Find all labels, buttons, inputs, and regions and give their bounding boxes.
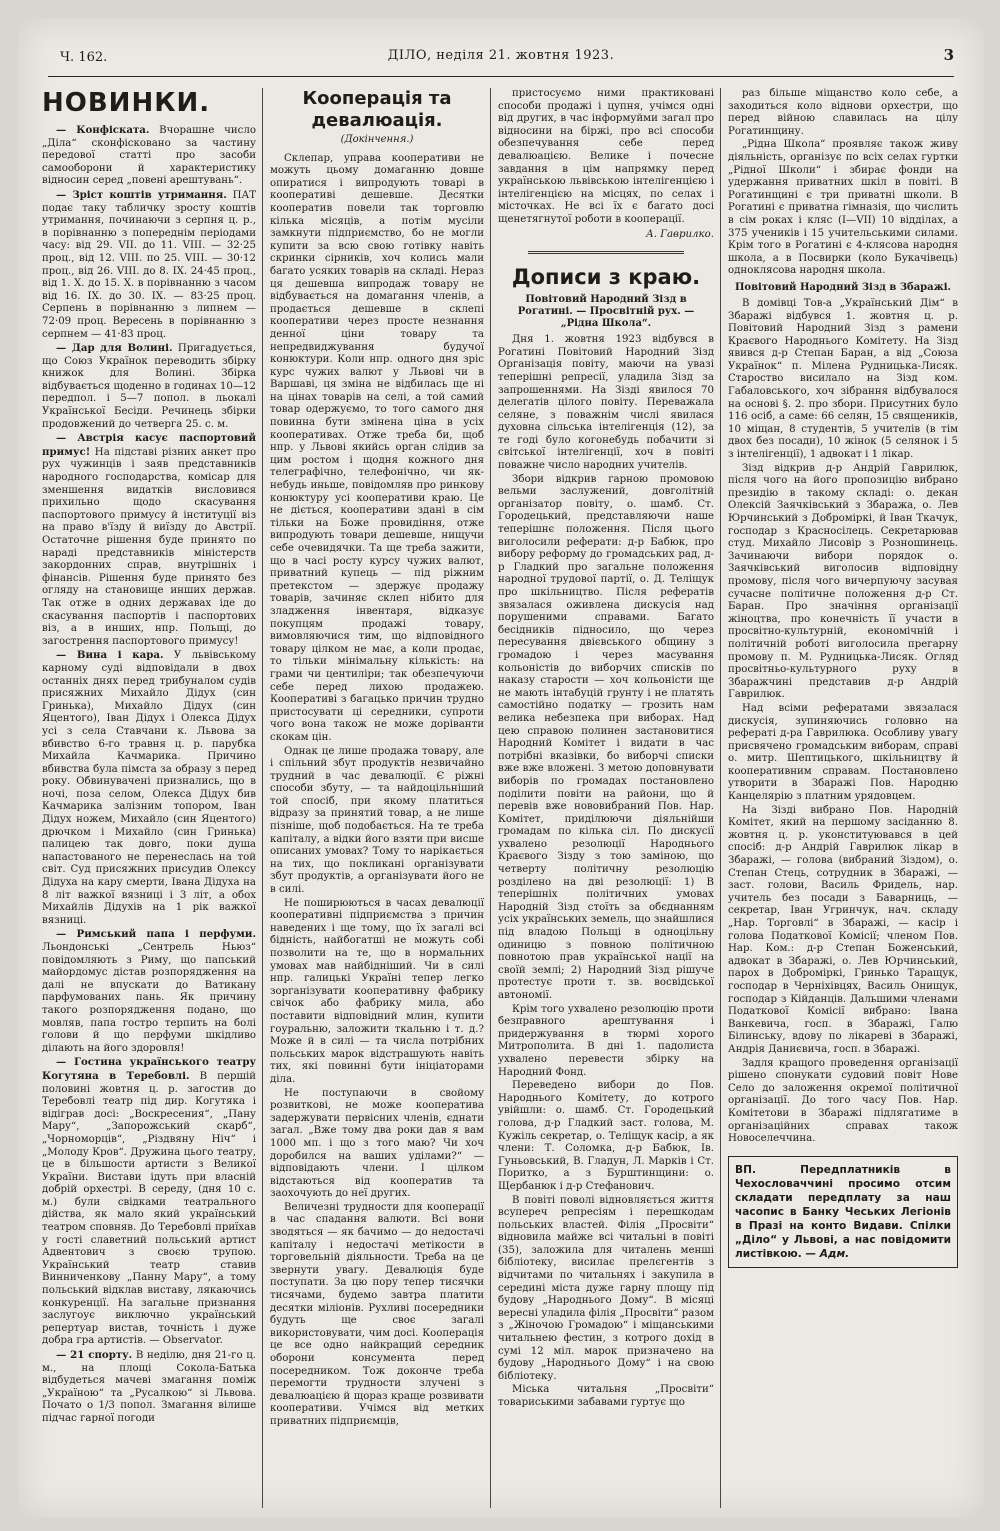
item-lead: — Конфіската.: [56, 124, 150, 136]
report-body-zbarazh: [728, 298, 958, 1146]
paragraph: [42, 342, 256, 431]
item-lead: — Дар для Волині.: [56, 342, 173, 355]
column-divider: [262, 88, 263, 1508]
column-zbarazh: [728, 88, 958, 1508]
news-items: [42, 124, 256, 1426]
paragraph: Переведено вибори до Пов. Народнього Комітету, до котрого увійшли: о. шамб. Ст. Городецький голова, д-р Гладкий заст. голова, М. Кужіль секретар, о. Теліщук касір, а як члени: Т. Соломка, д-р Бабюк, Ів. Гуньовський, В. Гладун, Л. Марків і Ст. Поритко, а з Бурштинщини: о. Щербанюк і д-р Стефанович.: [498, 1080, 714, 1192]
paragraph: В повіті поволі відновляється життя всупереч репресіям і перешкодам польських властей. Філія „Просвіти“ відновила майже всі читальні в повіті (35), заложила для читалень менші бібліотеку, висилає прелєгентів з відчитами по читальнях і закупила в середині міста дуже гарну площу під будову „Народнього Дому“. В місяці вересні уладила філія „Просвіти“ разом з „Жіночою Громадою“ і міщанськими читальнею фестин, з котрого дохід в сумі 12 міл. марок призначено на будову „Народнього Дому“ і на свою бібліотеку.: [498, 1194, 714, 1382]
issue-number: Ч. 162.: [60, 50, 108, 65]
column-divider: [720, 88, 721, 1508]
item-lead: — Гостина українського театру Когутяна в Теребовлі.: [42, 1056, 256, 1082]
article-continuation: [498, 88, 714, 227]
paragraph: Над всіми рефератами звязалася дискусія, зупиняючись головно на рефераті д-ра Гаврилюка. Особливу увагу присвячено громадським виборам, справі о. митр. Шептицького, шкільництву й кооперативним справам. Постановлено утворити в Збаражі Пов. Народню Канцелярію з платним урядовцем.: [728, 702, 958, 803]
report-subheading-zbarazh: Повітовий Народний Зізд в Збаражі.: [734, 281, 952, 293]
item-lead: — Римський папа і перфуми.: [56, 928, 256, 941]
paragraph: Міська читальня „Просвіти“ товариськими забавами гуртує що: [498, 1384, 714, 1408]
item-text: Вчорашне число „Діла“ сконфісковано за частину передової статті про засоби самооборони й характеристику відносин серед „повені арештувань“.: [42, 125, 256, 187]
item-text: Пригадується, що Союз Українок переводить збірку книжок для Волині. Збірка відбувається щоденно в годинах 10—12 передпол. і 5—7 попол. в льокалі Української Бесіди. Речинець збірки продовжений до четверга 25. с. м.: [42, 343, 256, 430]
paragraph: Задля кращого проведення організації рішено спонукати судовий повіт Нове Село до заложення окремої політичної організації. До того часу Пов. Нар. Комітетови в Збаражі підлягатиме в організаційних справах також Новоселеччина.: [728, 1057, 958, 1145]
item-lead: — Вина і кара.: [56, 649, 164, 662]
article-signature: А. Гаврилко.: [646, 228, 714, 240]
paragraph: На Зізді вибрано Пов. Народній Комітет, який на першому засіданню 8. жовтня ц. р. уконституювався в цей спосіб: д-р Андрій Гаврилюк лікар в Збаражі, — голова (вибраний Зіздом), о. Степан Стець, сотрудник в Збаражі, — заст. голови, Василь Фридель, нар. учитель без посади з Баварниць, — секретар, Іван Угринчук, нач. складу „Нар. Торговлі“ в Збаражі, — касір і голова Податкової Комісії; членом Пов. Нар. Ком.: д-р Степан Боженський, адвокат в Збаражі, о. Лев Юрчинський, парох в Доброміркі, Гринько Таращук, господар в Черніхівцях, Василь Онищук, господар з Кійданців. Дальшими членами Податкової Комісії вибрано: Івана Ванкевича, госп. в Збаражі, Галю Білинську, вдову по лікареві в Збаражі, Андрія Даниєвича, госп. в Збаражі.: [728, 804, 958, 1055]
report-body: [498, 334, 714, 1409]
paragraph: Крім того ухвалено резолюцію проти безправного арештування і придержування в тюрмі хорого Митрополита. В дні 1. падолиста ухвалено перевести збірку на Народний Фонд.: [498, 1003, 714, 1078]
item-lead: — Австрія касує паспортовий примус!: [42, 432, 256, 458]
paragraph: Величезні трудности для кооперації в час спадання валюти. Всі вони зводяться — як бачимо — до недостачі капіталу і недостачі метікости в торговельній діяльности. Треба на це звернути увагу. Девалюція буде поступати. За цю пору тепер тисячки тисячами, будемо завтра платити десятки міліонів. Рухливі посередники будуть ще своє загалі використовувати, чим досі. Кооперація це все одно найкращий середник оборони консумента перед посередником. Тож доконче треба перемогти трудности злучені з девалюацією й щораз краще розвивати кооперативи. Учімся від метких приватних підприємців,: [270, 1201, 484, 1427]
section-title-reports: Дописи з краю.: [511, 265, 701, 290]
item-text: ПАТ подає таку табличку зросту коштів утримання, починаючи з серпня ц. р., в порівнанню з попереднім періодами часу: від 29. VII. до 11. VIII. — 32·25 проц., від 12. VIII. по 25. VIII. — 30·12 проц., від 26. VIII. до 8. IX. 24·45 проц., від 1. X. до 15. X. в порівнанню з часом від 16. IX. до 30. IX. — 83·25 проц. Серпень в порівнанню з липнем — 72·09 проц. Вересень в порівнанню з серпнем — 41·83 проц.: [42, 189, 256, 340]
header-rule: [48, 76, 954, 77]
paragraph: Збори відкрив гарною промовою вельми заслужений, довголітній організатор повіту, о. шамб. Ст. Городецький, представляючи наше теперішнє положення. Після цього виголосили реферати: д-р Бабюк, про вибору реформу до громадських рад, д-р Гладкий про загальне положення народної трудової партії, о. Д. Теліщук про шкільництво. Після рефератів звязалася оживлена дискусія над порушеними справами. Багато бесідників підносило, що через пересування двієвського общину з громадою і через масування кольоністів до виборчих списків по наказу старости — хоч кольоністи ще не мають інтабуцій грунту і не платять самостійно податку — грозить нам велика небезпека при виборах. Над цею справою полинен застановитися Народний Комітет і видати в час потрібні вказівки, бо виборчі списки вже вже вложені. З метою доповнувати виборів по громадах постановлено поділити повіти на райони, що й перевів вже нововибраний Пов. Нар. Комітет, приділюючи діяльнійши громадам по кілька сіл. По дискусії ухвалено резолюції Народнього Краєвого Зізду з тою заміною, що четверту політичну резолюцію розділено на дві резолюції: 1) В теперішніх політичних умовах Народній Зізд стоїть за обєднанням усіх українських земель, що знайшлися під владою Польщі в одноцільну одиницю з повною політичною повнотою прав української нації на своїй землі; 2) Народний Зізд рішуче протестує проти т. зв. восвідської автономії.: [498, 473, 714, 1001]
item-lead: — 21 спорту.: [56, 1349, 133, 1361]
column-cooperation: [270, 88, 484, 1508]
article-subtitle: (Докінчення.): [340, 134, 414, 145]
paragraph: [42, 1056, 256, 1348]
subscription-notice: [728, 1156, 958, 1268]
item-lead: — Зріст коштів утримання.: [56, 188, 227, 201]
paragraph: [42, 124, 256, 188]
page-number: 3: [943, 46, 954, 64]
paragraph: [42, 189, 256, 341]
column-reports: [498, 88, 714, 1508]
item-text: У львівському карному суді відповідали в двох останніх днях перед трибуналом судів присяжних Михайло Дідух (син Гринька), Михайло Дідух (син Яцентого), Іван Дідух і Олекса Дідух усі з села Ставчани к. Львова за вбивство 6-го травня ц. р. парубка Михайла Качмарика. Причино вбивства була пімста за образу з перед року. Обвинувачені признались, що в ночі, поза селом, Олекса Дідух бив Качмарика залізним топором, Іван Дідух ножем, Михайло (син Яцентого) дрючком і Михайло (син Гринька) палицею так довго, поки душа напастованого не перенеслась на той світ. Суд присяжних присудив Олексу Дідуха на кару смерти, Івана Дідуха на 8 літ важкої вязниці і 3 літ, а обох Михайлів Дідухів на 1 рік важкої вязниці.: [42, 650, 256, 926]
paragraph: Дня 1. жовтня 1923 відбувся в Рогатині Повітовий Народний Зізд Організація повіту, маючи на увазі теперішні репресії, уладила Зізд за запрошеннями. На Зізді явилося 70 делегатів цілого повіту. Переважала селяне, з поважнім числі явилася духовна сільська інтелігенція (12), за те годі було когонебудь побачити зі світської інтелігенції, хоч в повіті поважне число народних учителів.: [498, 334, 714, 472]
paragraph: [42, 928, 256, 1055]
paragraph: Не поступаючи в свойому розвиткові, не може кооператива задержувати первісних членів, єднати загал. „Вже тому два роки дав я вам 1000 мп. і що з того маю? Чи хоч доробился на ваших уділами?“ — відповідають члени. І цілком відстаються від кооператив та заохочують до неї других.: [270, 1087, 484, 1200]
paragraph: пристосуємо ними практиковані способи продажі і цупня, учімся одні від других, в час інформуйми загал про відносини на біржі, про всі способи обезпечування себе перед девалюацією. Велике і почесне завдання в цім напрямку перед українською львівською інтелігенцією і інтелігенцією на місцях, по селах і місточках. Не всі їх є багато досі щенетягнутої роботи в кооперації.: [498, 88, 714, 225]
paragraph: „Рідна Школа“ проявляє також живу діяльність, організує по всіх селах гуртки „Рідної Школи“ і збирає фонди на удержання приватних шкіл в повіті. В Рогатинщині є три приватні школи. В Рогатині є приватна гімназія, що числить в сім роках і кляс (I—VII) 10 відділах, а 375 учеників і 15 учительськими силами. Крім того в Рогатині є 4-клясова народня школа, а в Посвирки (коло Букачівець) одноклясова народня школа.: [728, 139, 958, 277]
paragraph: Зізд відкрив д-р Андрій Гаврилюк, після чого на його пропозицію вибрано президію в такому складі: о. декан Олексій Заячківський з Збаража, о. Лев Юрчинський з Доброміркі, й Іван Ткачук, господар з Красносілець. Секретарював студ. Михайло Лисовір з Розношинець. Зачинаючи вибори порядок о. Заячківський виголосив відповідну промову, після чого вичерпуючу засувая сучасне політичне положення д-р Ст. Баран. Про значіння організації жіноцтва, про конечність її участи в просвітно-культурній, економічній і політичній роботі виголосила прегарну промову п. М. Рудницька-Лисяк. Огляд просвітньо-культурного руху в Збаражчині представив д-р Андрій Гаврилюк.: [728, 462, 958, 701]
paragraph: Склепар, управа кооперативи не можуть цьому домаганню довше опиратися і випродують товарі в кооперативі дешевше. Десятки кооператив повели так торговлю кілька місяців, а потім мусіли замкнути підприємство, бо не могли купити за всю свою готівку навіть скринки сірників, хоч колись мали багато усяких товарів на складі. Нераз ця дешевша випродаж товару не відбувається на домагання членів, а продається дешевше в склепі кооперативи через просте незнання денної ціни товару та непредвиджування будучої конюктури. Коли нпр. одного дня зріс курс чужих валют у Львові чи в Варшаві, ця зміна не відбилась ще ні на цінах товарів на селі, а той самий товар одержуємо, то того самого дня повинна бути змінена ціна в усіх кооперативах. Отже треба би, щоб нпр. у Львові якийсь орган слідив за цим ростом і щодня кожного дня телеграфічно, телефонічно, чи як-небудь иньше, повідомляв про ринкову конюктуру усі кооперативи краю. Це не діється, кооперативи здані в сім тільки на Боже провидіння, отже випродують товари дешевше, нищучи себе очевидячки. Та ще треба зажити, що в часі росту курсу чужих валют, приватний купець — під ріжним претекстом — здержує продажу товарів, зачиняє склеп нібито для зладження інвентаря, відказує покупцям продажі товару, вимовляючися тим, що відповідного товару цілком не має, а коли продає, то тільки мінімальну кількість: на грами чи центиліри; так обезпечуючи себе перед лихою продажею. Кооперативі з багацько причин трудно пристосувати ці середники, супроти чого вона також не може доріванти скокам цін.: [270, 152, 484, 743]
paragraph: [42, 1349, 256, 1426]
paragraph: Однак це лише продажа товару, але і спільний збут продуктів незвичайно трудний в час девалюції. Є ріжні способи збуту, — та найдоцільніший той спосіб, при якому платиться відразу за принятий товар, а не лише пізніше, щоб подобається. На те треба капіталу, а відки його взяти при висше описаних умовах? Тому то нарікається на тих, що покликані організувати збут продуктів, а організувати його не в силі.: [270, 745, 484, 896]
paragraph: [42, 432, 256, 648]
item-text: В неділю, дня 21-го ц. м., на площі Сокола-Батька відбудеться мачеві змагання поміж „Україною“ та „Русалкою“ зі Львова. Почато о 1/3 попол. Змагання вілише підчас гарної погоди: [42, 1350, 256, 1424]
running-header: [38, 42, 964, 72]
column-news: [42, 88, 256, 1508]
notice-signature: — Адм.: [805, 1247, 850, 1260]
item-text: В першій половині жовтня ц. р. загостив до Теребовлі театр під дир. Когутяка і відіграв досі: „Воскресения“, „Пану Мару“, „Запорожський скарб“, „Чорноморців“, „Різдвяну Ніч“ і „Молоду Кров“. Дружина цього театру, це в більшости артисти з Великої України. Вистави ідуть при власній добрій орхестрі. В середу, (дня 10 с. м.) були свідками театрального дійства, як мало який український театром сповняв. До Теребовлі приїхав у гості славетний польський артист Адвентович з своєю трупою. Український театр ставив Винниченкову „Панну Мару“, а тому польський відклав виставу, лякаючись конкуренції. На загальне признання заслугоує виключно український репертуар вистав, точність і дуже добра гра артистів. — Observator.: [42, 1070, 256, 1347]
paragraph: В домівці Тов-а „Український Дім“ в Збаражі відбувся 1. жовтня ц. р. Повітовий Народний Зізд з рамени Краєвого Народнього Комітету. На Зізд явився д-р Степан Баран, а від „Союза Українок“ п. Мілена Рудницька-Лисяк. Староство висилало на Зізд ком. Габаловського, хоч зібрання відбувалося на основі §. 2. про збори. Присутних було 116 осіб, а саме: 66 селян, 15 священиків, 10 міщан, 8 студентів, 5 учителів (в тім двох без посади), 10 жінок (5 селянок і 5 з інтелігенції), 1 адвокат і 1 лікар.: [728, 297, 958, 461]
report-subheading: Повітовий Народний Зізд в Рогатині. — Просвітній рух. — „Рідна Школа“.: [517, 294, 695, 330]
section-title-news: НОВИНКИ.: [42, 88, 211, 118]
item-text: На підставі різних анкет про рух чужинців і заяв представників народного господарства, комісар для зменшення видатків висловився прихильно щодо скасування паспортового примусу й інституції віз на право в'їзду й виїзду до Австрії. Остаточне рішення буде принято по нараді представників міністерств закордонних справ, внутрішніх і фінансів. Рішення буде принято без огляду на становище инших держав. Так отже в одних державах іде до скасування паспортів і паспортових віз, а в инших, нпр. Польщі, до загострення паспортового примусу!: [42, 446, 256, 647]
newspaper-page: [18, 18, 984, 1518]
section-separator: [528, 251, 684, 254]
item-text: Льондонські „Сентрель Ньюз“ повідомляють з Риму, що папський майордомус дістав розпорядження на далі не впускати до Ватикану парфумованих пань. Як причину такого розпорядження подано, що мовляв, папа гостро терпить на болі голови й що перфуми шкідливо ділають на його здоровля!: [42, 942, 256, 1054]
article-body: [270, 153, 484, 1429]
paragraph: Не поширюються в часах девалюції кооперативні підприємства з причин наведених і ще тому, що їх загалі всі бідність, найбогатші не можуть собі позволити на те, що в нормальних умовах мав найбідніший. Чи в силі нпр. галицькі Україні тепер легко зорганізувати кооперативну фабрику свічок або фабрику мила, або поставити відповідний млин, купити гоуральню, заложити ткальню і т. д.? Може й в силі — та числа потрібних польських марок відстрашують навіть тих, які повинні бути ініціаторами діла.: [270, 897, 484, 1085]
masthead: ДІЛО, неділя 21. жовтня 1923.: [387, 48, 615, 63]
report-continuation: [728, 88, 958, 278]
paragraph: раз більше міщанство коло себе, а заходиться коло віднови орхестри, що перед війною славилась на цілу Рогатинщину.: [728, 88, 958, 137]
paragraph: [42, 649, 256, 927]
column-divider: [490, 88, 491, 1508]
notice-text: ВП. Передплатників в Чехословаччині просимо отсим складати передплату за наш часопис в Банку Чеських Легіонів в Празі на конто Видави. Спілки „Діло“ у Львові, а нас повідомити листівкою.: [735, 1163, 951, 1260]
article-title-cooperation: Кооперація та девалюація.: [302, 88, 452, 131]
